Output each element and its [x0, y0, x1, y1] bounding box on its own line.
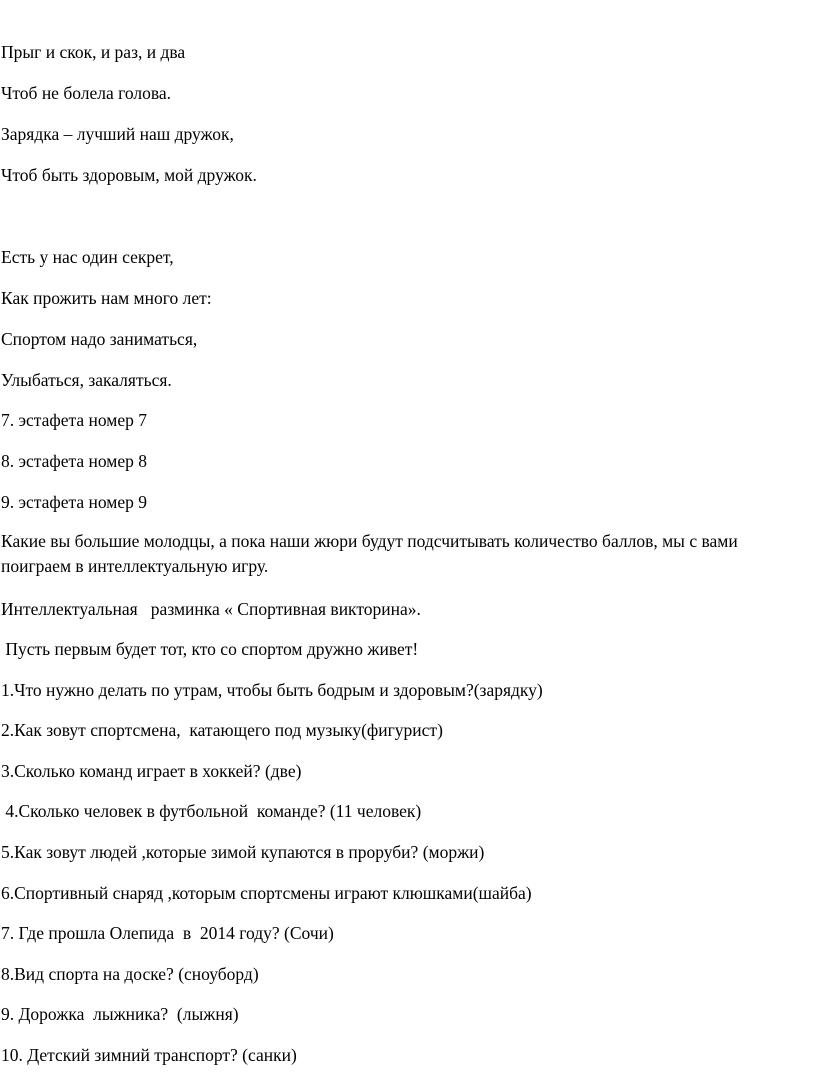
question-3: 3.Сколько команд играет в хоккей? (две): [1, 761, 302, 781]
question-1: 1.Что нужно делать по утрам, чтобы быть бодрым и здоровым?(зарядку): [1, 680, 543, 700]
question-9: 9. Дорожка лыжника? (лыжня): [1, 1004, 239, 1024]
poem1-line-2: Чтоб не болела голова.: [1, 83, 172, 103]
question-4: 4.Сколько человек в футбольной команде? (11 человек): [1, 801, 422, 821]
question-2: 2.Как зовут спортсмена, катающего под музыку(фигурист): [1, 720, 443, 740]
question-7: 7. Где прошла Олепида в 2014 году? (Сочи): [1, 923, 334, 943]
poem2-line-4: Улыбаться, закаляться.: [1, 370, 172, 390]
poem1-line-4: Чтоб быть здоровым, мой дружок.: [1, 165, 257, 185]
question-6: 6.Спортивный снаряд ,которым спортсмены играют клюшками(шайба): [1, 883, 532, 903]
quiz-title: Интеллектуальная разминка « Спортивная викторина».: [1, 599, 421, 619]
relay-item-8: 8. эстафета номер 8: [1, 451, 148, 471]
poem1-line-3: Зарядка – лучший наш дружок,: [1, 124, 234, 144]
question-8: 8.Вид спорта на доске? (сноуборд): [1, 964, 259, 984]
intro-paragraph: Какие вы большие молодцы, а пока наши жюри будут подсчитывать количество баллов, мы с вами поиграем в интеллектуальную игру.: [1, 531, 738, 576]
quiz-motto: Пусть первым будет тот, кто со спортом дружно живет!: [1, 639, 419, 659]
question-5: 5.Как зовут людей ,которые зимой купаются в проруби? (моржи): [1, 842, 485, 862]
poem2-line-3: Спортом надо заниматься,: [1, 329, 198, 349]
poem1-line-1: Прыг и скок, и раз, и два: [1, 42, 186, 62]
poem2-line-2: Как прожить нам много лет:: [1, 288, 212, 308]
poem2-line-1: Есть у нас один секрет,: [1, 247, 174, 267]
question-10: 10. Детский зимний транспорт? (санки): [1, 1045, 297, 1065]
relay-item-9: 9. эстафета номер 9: [1, 492, 148, 512]
relay-item-7: 7. эстафета номер 7: [1, 410, 148, 430]
